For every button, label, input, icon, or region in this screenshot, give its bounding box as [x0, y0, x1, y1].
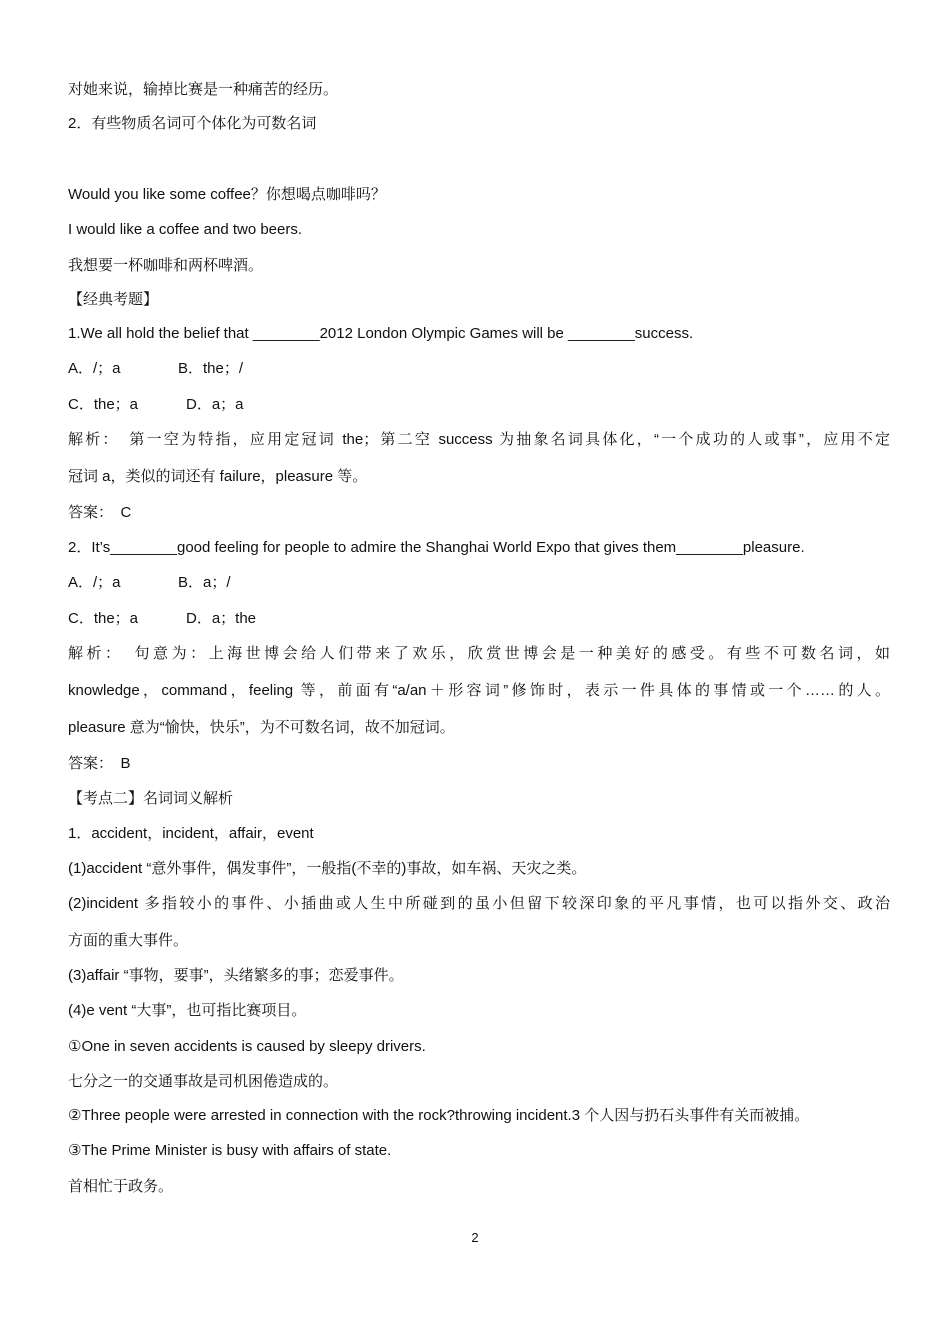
- question-2-options-row2: [68, 609, 890, 629]
- option-d: D．a；a: [186, 396, 244, 413]
- explanation: pleasure 意为“愉快，快乐”，为不可数名词，故不加冠词。: [68, 719, 455, 736]
- section-heading: 【考点二】名词词义解析: [68, 790, 234, 807]
- translation: 我想要一杯咖啡和两杯啤酒。: [68, 257, 264, 274]
- explanation: 冠词 a，类似的词还有 failure，pleasure 等。: [68, 468, 368, 485]
- question-2-options-row1: [68, 573, 890, 593]
- question-1: 1.We all hold the belief that ________2012 London Olympic Games will be ________success.: [68, 325, 694, 342]
- explanation: knowledge，command，feeling 等，前面有“a/an＋形容词”修饰时，表示一件具体的事情或一个……的人。: [68, 682, 890, 699]
- option-b: B．the；/: [178, 360, 244, 377]
- example-sentence: ②Three people were arrested in connection with the rock?throwing incident.3 个人因与扔石头事件有关而被捕。: [68, 1107, 810, 1124]
- option-a: A．/；a: [68, 574, 121, 591]
- option-b: B．a；/: [178, 574, 231, 591]
- answer: 答案： C: [68, 504, 132, 521]
- section-heading: 【经典考题】: [68, 291, 159, 308]
- option-c: C．the；a: [68, 396, 139, 413]
- example-sentence: ③The Prime Minister is busy with affairs of state.: [68, 1142, 392, 1159]
- option-d: D．a；the: [186, 610, 257, 627]
- page-number: 2: [471, 1230, 479, 1245]
- example-sentence: I would like a coffee and two beers.: [68, 221, 303, 238]
- section-heading: 2．有些物质名词可个体化为可数名词: [68, 115, 317, 132]
- example-sentence: Would you like some coffee？你想喝点咖啡吗？: [68, 186, 386, 203]
- answer: 答案： B: [68, 755, 131, 772]
- question-1-options-row2: [68, 395, 890, 415]
- text-line: 对她来说，输掉比赛是一种痛苦的经历。: [68, 81, 339, 98]
- example-sentence: ①One in seven accidents is caused by sleepy drivers.: [68, 1038, 426, 1055]
- question-2: 2．It’s________good feeling for people to admire the Shanghai World Expo that gives them________pleasure.: [68, 539, 805, 556]
- question-1-options-row1: [68, 359, 890, 379]
- option-c: C．the；a: [68, 610, 139, 627]
- translation: 七分之一的交通事故是司机困倦造成的。: [68, 1073, 339, 1090]
- option-a: A．/；a: [68, 360, 121, 377]
- explanation: 解析： 第一空为特指，应用定冠词 the；第二空 success 为抽象名词具体化，“一个成功的人或事”，应用不定: [68, 431, 890, 448]
- definition: (1)accident “意外事件，偶发事件”，一般指(不幸的)事故，如车祸、天灾之类。: [68, 860, 587, 877]
- definition: 方面的重大事件。: [68, 932, 189, 949]
- definition: (3)affair “事物，要事”，头绪繁多的事；恋爱事件。: [68, 967, 404, 984]
- definition: (2)incident 多指较小的事件、小插曲或人生中所碰到的虽小但留下较深印象的平凡事情，也可以指外交、政治: [68, 895, 890, 912]
- explanation: 解析： 句意为：上海世博会给人们带来了欢乐，欣赏世博会是一种美好的感受。有些不可数名词，如: [68, 645, 890, 662]
- word-group-heading: 1．accident，incident，affair，event: [68, 825, 314, 842]
- translation: 首相忙于政务。: [68, 1178, 174, 1195]
- definition: (4)e vent “大事”，也可指比赛项目。: [68, 1002, 307, 1019]
